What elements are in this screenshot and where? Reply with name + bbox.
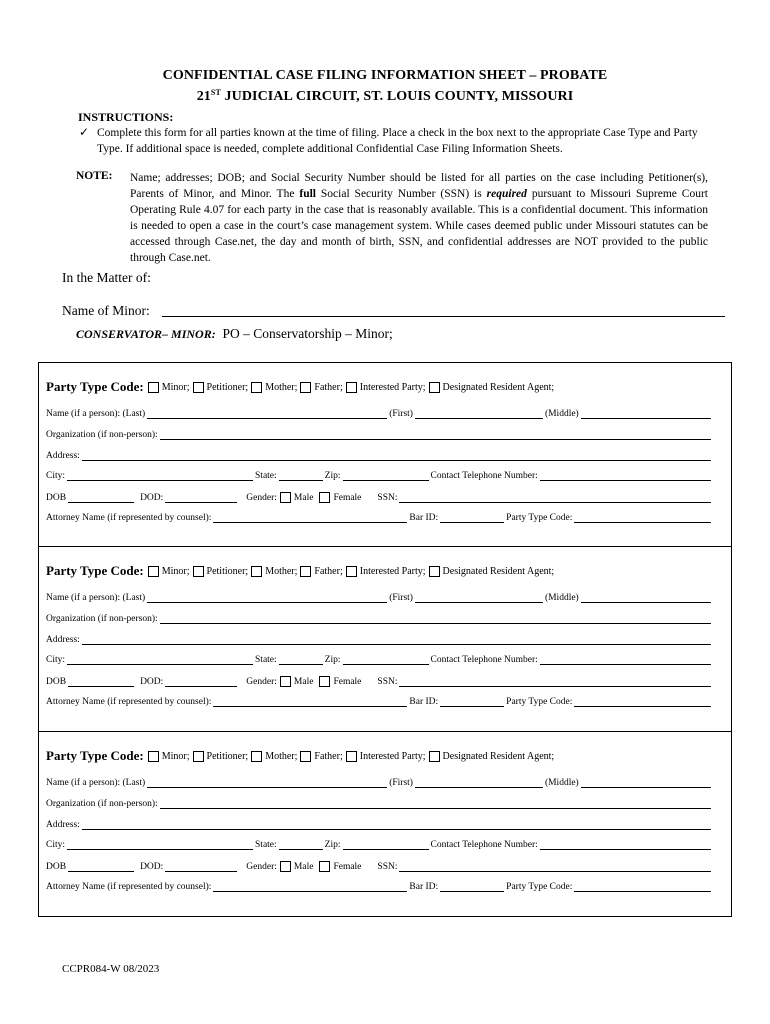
organization-label: Organization (if non-person):	[46, 430, 158, 440]
middle-name-label: (Middle)	[544, 593, 579, 603]
option-father[interactable]	[300, 751, 342, 762]
ssn-label: SSN:	[377, 862, 398, 872]
option-label: Interested Party;	[359, 565, 426, 577]
option-label: Father;	[314, 565, 343, 577]
checkbox[interactable]	[300, 566, 311, 577]
phone-label: Contact Telephone Number:	[430, 655, 538, 665]
male-checkbox[interactable]	[280, 676, 291, 687]
organization-field[interactable]	[160, 799, 711, 809]
middle-name-label: (Middle)	[544, 778, 579, 788]
option-mother[interactable]	[251, 751, 297, 762]
party-type-code-field[interactable]	[574, 697, 711, 707]
note-part3: pursuant to Missouri Supreme Court Operating Rule 4.07 for each party in the case that is reasonably available. This is a confidential document. This information is needed to open a case in the court’s case management system. While cases deemed public under Missouri statutes can be accessed through Case.net, the day and month of birth, SSN, and confidential addresses are NOT provided to the public through Case.net.	[130, 188, 708, 264]
party-section-2	[38, 546, 732, 732]
zip-label: Zip:	[324, 840, 341, 850]
address-label: Address:	[46, 451, 80, 461]
last-name-label: Name (if a person): (Last)	[46, 778, 146, 788]
name-row	[46, 593, 713, 603]
name-row	[46, 409, 713, 419]
first-name-label: (First)	[389, 778, 413, 788]
city-label: City:	[46, 471, 66, 481]
option-label: Mother;	[265, 381, 298, 393]
attorney-label: Attorney Name (if represented by counsel):	[46, 882, 212, 892]
dob-row	[46, 861, 713, 872]
checkbox[interactable]	[148, 566, 159, 577]
gender-label: Gender:	[246, 493, 277, 503]
organization-label: Organization (if non-person):	[46, 614, 158, 624]
option-father[interactable]	[300, 566, 342, 577]
ssn-label: SSN:	[377, 677, 398, 687]
first-name-label: (First)	[389, 593, 413, 603]
option-label: Interested Party;	[359, 381, 426, 393]
circuit-suffix: ST	[210, 88, 221, 97]
state-label: State:	[255, 655, 277, 665]
address-row	[46, 635, 713, 645]
option-label: Designated Resident Agent;	[442, 565, 555, 577]
checkbox[interactable]	[193, 382, 204, 393]
last-name-field[interactable]	[147, 409, 387, 419]
last-name-label: Name (if a person): (Last)	[46, 593, 146, 603]
party-type-row	[46, 748, 713, 764]
option-interested-party[interactable]	[346, 382, 426, 393]
zip-field[interactable]	[343, 840, 429, 850]
first-name-field[interactable]	[415, 778, 543, 788]
checkbox[interactable]	[429, 566, 440, 577]
city-label: City:	[46, 655, 66, 665]
dod-field[interactable]	[165, 862, 237, 872]
male-checkbox[interactable]	[280, 861, 291, 872]
address-label: Address:	[46, 635, 80, 645]
address-label: Address:	[46, 820, 80, 830]
check-icon: ✓	[79, 125, 90, 139]
first-name-label: (First)	[389, 409, 413, 419]
dob-field[interactable]	[68, 493, 134, 503]
party-section-1	[38, 362, 732, 547]
note-part2: Social Security Number (SSN) is	[315, 188, 487, 200]
option-minor[interactable]	[148, 751, 190, 762]
party-type-label: Party Type Code:	[46, 563, 144, 578]
name-row	[46, 778, 713, 788]
phone-field[interactable]	[540, 655, 711, 665]
form-id: CCPR084-W 08/2023	[62, 963, 160, 975]
option-label: Petitioner;	[206, 381, 249, 393]
note-label: NOTE:	[76, 170, 113, 182]
organization-row	[46, 614, 713, 624]
city-field[interactable]	[67, 471, 253, 481]
dob-label: DOB	[46, 862, 67, 872]
party-type-code-label: Party Type Code:	[506, 513, 573, 523]
gender-label: Gender:	[246, 677, 277, 687]
note-part1: Name; addresses; DOB; and Social Security Number should be listed for all parties on the case including Petitioner(s), Parents of Minor, and Minor. The	[130, 172, 708, 200]
case-type	[76, 326, 393, 342]
dod-label: DOD:	[140, 677, 164, 687]
option-label: Father;	[314, 750, 343, 762]
party-type-code-field[interactable]	[574, 513, 711, 523]
note-required: required	[486, 188, 527, 200]
zip-label: Zip:	[324, 655, 341, 665]
checkbox[interactable]	[148, 382, 159, 393]
gender-label: Gender:	[246, 862, 277, 872]
city-row	[46, 471, 713, 481]
bar-id-label: Bar ID:	[409, 882, 439, 892]
bar-id-field[interactable]	[440, 697, 504, 707]
option-designated-resident-agent[interactable]	[429, 382, 555, 393]
checkbox[interactable]	[193, 566, 204, 577]
party-type-code-label: Party Type Code:	[506, 882, 573, 892]
dod-field[interactable]	[165, 677, 237, 687]
option-minor[interactable]	[148, 566, 190, 577]
organization-row	[46, 799, 713, 809]
address-field[interactable]	[82, 820, 711, 830]
city-field[interactable]	[67, 655, 253, 665]
middle-name-label: (Middle)	[544, 409, 579, 419]
instructions-heading: INSTRUCTIONS:	[78, 110, 174, 124]
address-row	[46, 820, 713, 830]
party-type-row	[46, 563, 713, 579]
middle-name-field[interactable]	[581, 778, 711, 788]
party-type-row	[46, 379, 713, 395]
female-checkbox[interactable]	[319, 861, 330, 872]
checkbox[interactable]	[300, 751, 311, 762]
circuit-name: JUDICIAL CIRCUIT, ST. LOUIS COUNTY, MISSOURI	[224, 89, 574, 104]
zip-field[interactable]	[343, 471, 429, 481]
party-type-code-label: Party Type Code:	[506, 697, 573, 707]
state-label: State:	[255, 471, 277, 481]
last-name-field[interactable]	[147, 593, 387, 603]
bar-id-label: Bar ID:	[409, 513, 439, 523]
checkbox[interactable]	[346, 382, 357, 393]
middle-name-field[interactable]	[581, 593, 711, 603]
state-field[interactable]	[279, 471, 323, 481]
zip-label: Zip:	[324, 471, 341, 481]
phone-field[interactable]	[540, 840, 711, 850]
option-label: Interested Party;	[359, 750, 426, 762]
form-subtitle	[0, 88, 770, 105]
option-petitioner[interactable]	[193, 566, 249, 577]
bar-id-field[interactable]	[440, 882, 504, 892]
party-section-3	[38, 731, 732, 917]
address-row	[46, 451, 713, 461]
state-field[interactable]	[279, 655, 323, 665]
checkbox[interactable]	[251, 751, 262, 762]
option-petitioner[interactable]	[193, 382, 249, 393]
last-name-field[interactable]	[147, 778, 387, 788]
organization-field[interactable]	[160, 614, 711, 624]
male-checkbox[interactable]	[280, 492, 291, 503]
party-type-label: Party Type Code:	[46, 748, 144, 763]
in-the-matter-label: In the Matter of:	[62, 270, 151, 285]
option-designated-resident-agent[interactable]	[429, 751, 555, 762]
female-checkbox[interactable]	[319, 676, 330, 687]
female-label: Female	[333, 677, 362, 687]
attorney-field[interactable]	[213, 882, 407, 892]
option-label: Petitioner;	[206, 565, 249, 577]
option-label: Father;	[314, 381, 343, 393]
bar-id-field[interactable]	[440, 513, 504, 523]
state-label: State:	[255, 840, 277, 850]
checkbox[interactable]	[429, 751, 440, 762]
option-minor[interactable]	[148, 382, 190, 393]
male-label: Male	[293, 677, 314, 687]
middle-name-field[interactable]	[581, 409, 711, 419]
attorney-row	[46, 697, 713, 707]
state-field[interactable]	[279, 840, 323, 850]
option-interested-party[interactable]	[346, 566, 426, 577]
first-name-field[interactable]	[415, 409, 543, 419]
option-label: Mother;	[265, 565, 298, 577]
phone-label: Contact Telephone Number:	[430, 840, 538, 850]
bar-id-label: Bar ID:	[409, 697, 439, 707]
case-type-value: PO – Conservatorship – Minor;	[222, 326, 393, 341]
ssn-label: SSN:	[377, 493, 398, 503]
dob-label: DOB	[46, 677, 67, 687]
organization-field[interactable]	[160, 430, 711, 440]
zip-field[interactable]	[343, 655, 429, 665]
address-field[interactable]	[82, 635, 711, 645]
form-title: CONFIDENTIAL CASE FILING INFORMATION SHEET – PROBATE	[162, 68, 608, 83]
organization-label: Organization (if non-person):	[46, 799, 158, 809]
party-type-code-field[interactable]	[574, 882, 711, 892]
checkbox[interactable]	[429, 382, 440, 393]
name-of-minor-field[interactable]	[162, 316, 725, 317]
checkbox[interactable]	[251, 566, 262, 577]
dod-label: DOD:	[140, 493, 164, 503]
dob-row	[46, 676, 713, 687]
instructions-text: Complete this form for all parties known at the time of filing. Place a check in the box next to the appropriate Case Type and Party Type. If additional space is needed, complete additional Confidential Case Filing Information Sheets.	[97, 127, 698, 155]
ssn-field[interactable]	[399, 862, 711, 872]
dod-label: DOD:	[140, 862, 164, 872]
option-label: Petitioner;	[206, 750, 249, 762]
option-mother[interactable]	[251, 382, 297, 393]
male-label: Male	[293, 493, 314, 503]
checkbox[interactable]	[300, 382, 311, 393]
attorney-row	[46, 882, 713, 892]
city-field[interactable]	[67, 840, 253, 850]
attorney-label: Attorney Name (if represented by counsel):	[46, 513, 212, 523]
attorney-label: Attorney Name (if represented by counsel):	[46, 697, 212, 707]
note-full: full	[299, 188, 316, 200]
option-petitioner[interactable]	[193, 751, 249, 762]
last-name-label: Name (if a person): (Last)	[46, 409, 146, 419]
attorney-field[interactable]	[213, 697, 407, 707]
attorney-field[interactable]	[213, 513, 407, 523]
checkbox[interactable]	[346, 751, 357, 762]
phone-field[interactable]	[540, 471, 711, 481]
party-type-label: Party Type Code:	[46, 379, 144, 394]
option-interested-party[interactable]	[346, 751, 426, 762]
dod-field[interactable]	[165, 493, 237, 503]
option-label: Designated Resident Agent;	[442, 381, 555, 393]
dob-row	[46, 492, 713, 503]
city-label: City:	[46, 840, 66, 850]
option-mother[interactable]	[251, 566, 297, 577]
female-label: Female	[333, 862, 362, 872]
note-text	[130, 170, 708, 266]
female-label: Female	[333, 493, 362, 503]
checkbox[interactable]	[148, 751, 159, 762]
option-label: Minor;	[161, 750, 190, 762]
name-of-minor-label: Name of Minor:	[62, 303, 150, 318]
dob-field[interactable]	[68, 677, 134, 687]
organization-row	[46, 430, 713, 440]
ssn-field[interactable]	[399, 677, 711, 687]
circuit-number: 21	[196, 89, 211, 104]
dob-field[interactable]	[68, 862, 134, 872]
attorney-row	[46, 513, 713, 523]
phone-label: Contact Telephone Number:	[430, 471, 538, 481]
city-row	[46, 655, 713, 665]
dob-label: DOB	[46, 493, 67, 503]
first-name-field[interactable]	[415, 593, 543, 603]
option-label: Mother;	[265, 750, 298, 762]
option-label: Minor;	[161, 381, 190, 393]
checkbox[interactable]	[346, 566, 357, 577]
male-label: Male	[293, 862, 314, 872]
option-father[interactable]	[300, 382, 342, 393]
city-row	[46, 840, 713, 850]
option-label: Minor;	[161, 565, 190, 577]
case-type-label: CONSERVATOR– MINOR:	[76, 327, 216, 341]
ssn-field[interactable]	[399, 493, 711, 503]
option-designated-resident-agent[interactable]	[429, 566, 555, 577]
address-field[interactable]	[82, 451, 711, 461]
option-label: Designated Resident Agent;	[442, 750, 555, 762]
checkbox[interactable]	[193, 751, 204, 762]
checkbox[interactable]	[251, 382, 262, 393]
female-checkbox[interactable]	[319, 492, 330, 503]
